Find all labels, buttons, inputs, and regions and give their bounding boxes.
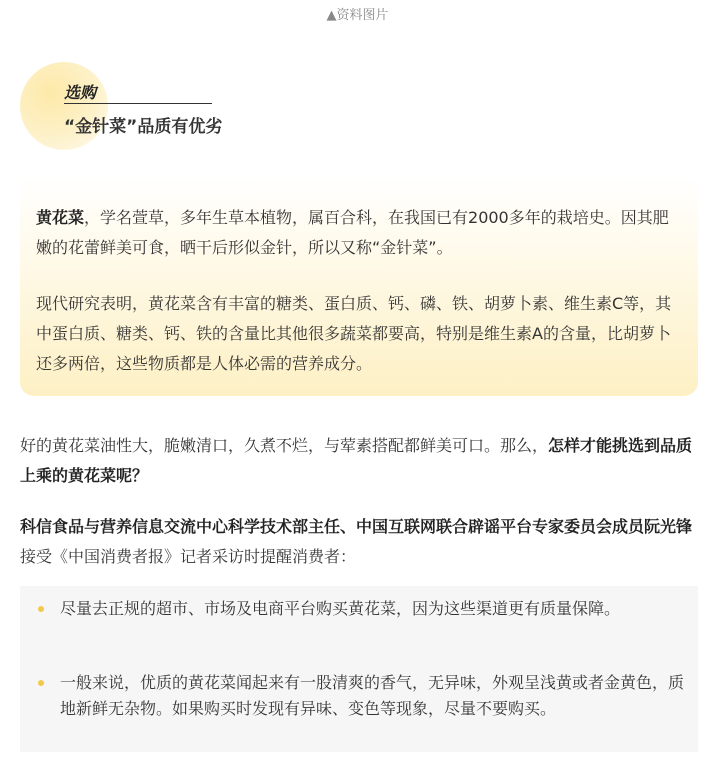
- section-title: “金针菜”品质有优劣: [64, 117, 223, 137]
- expert-name: 科信食品与营养信息交流中心科学技术部主任、中国互联网联合辟谣平台专家委员会成员阮光锋: [20, 517, 693, 536]
- tip-item: [38, 596, 684, 622]
- bullet-dot-icon: [38, 606, 44, 612]
- body-p2-text: 接受《中国消费者报》记者采访时提醒消费者：: [20, 547, 357, 566]
- tips-box: [20, 586, 698, 752]
- section-header: [20, 62, 320, 152]
- tip-item: [38, 670, 684, 722]
- body-p1-text: 好的黄花菜油性大，脆嫩清口，久煮不烂，与荤素搭配都鲜美可口。那么，: [20, 436, 549, 455]
- kicker-underline: [64, 103, 212, 104]
- intro-box: [20, 175, 698, 396]
- body-paragraph-2: [20, 512, 698, 572]
- tip-text: 一般来说，优质的黄花菜闻起来有一股清爽的香气，无异味，外观呈浅黄或者金黄色，质地新鲜无杂物。如果购买时发现有异味、变色等现象，尽量不要购买。: [60, 673, 685, 718]
- intro-paragraph-1: [36, 203, 682, 263]
- body-paragraph-1: [20, 431, 698, 491]
- intro-paragraph-2: 现代研究表明，黄花菜含有丰富的糖类、蛋白质、钙、磷、铁、胡萝卜素、维生素C等，其中蛋白质、糖类、钙、铁的含量比其他很多蔬菜都要高，特别是维生素A的含量，比胡萝卜还多两倍，这些物质都是人体必需的营养成分。: [36, 294, 672, 373]
- intro-p1-text: ，学名萱草，多年生草本植物，属百合科，在我国已有2000多年的栽培史。因其肥嫩的花蕾鲜美可食，晒干后形似金针，所以又称“金针菜”。: [36, 208, 669, 257]
- intro-highlight: 黄花菜: [36, 208, 85, 227]
- image-caption: ▲资料图片: [326, 8, 389, 23]
- bullet-dot-icon: [38, 680, 44, 686]
- tip-text: 尽量去正规的超市、市场及电商平台购买黄花菜，因为这些渠道更有质量保障。: [60, 599, 621, 618]
- section-kicker: 选购: [64, 83, 97, 102]
- body-p1-highlight: 怎样才能挑选到品质上乘的黄花菜呢？: [20, 436, 693, 485]
